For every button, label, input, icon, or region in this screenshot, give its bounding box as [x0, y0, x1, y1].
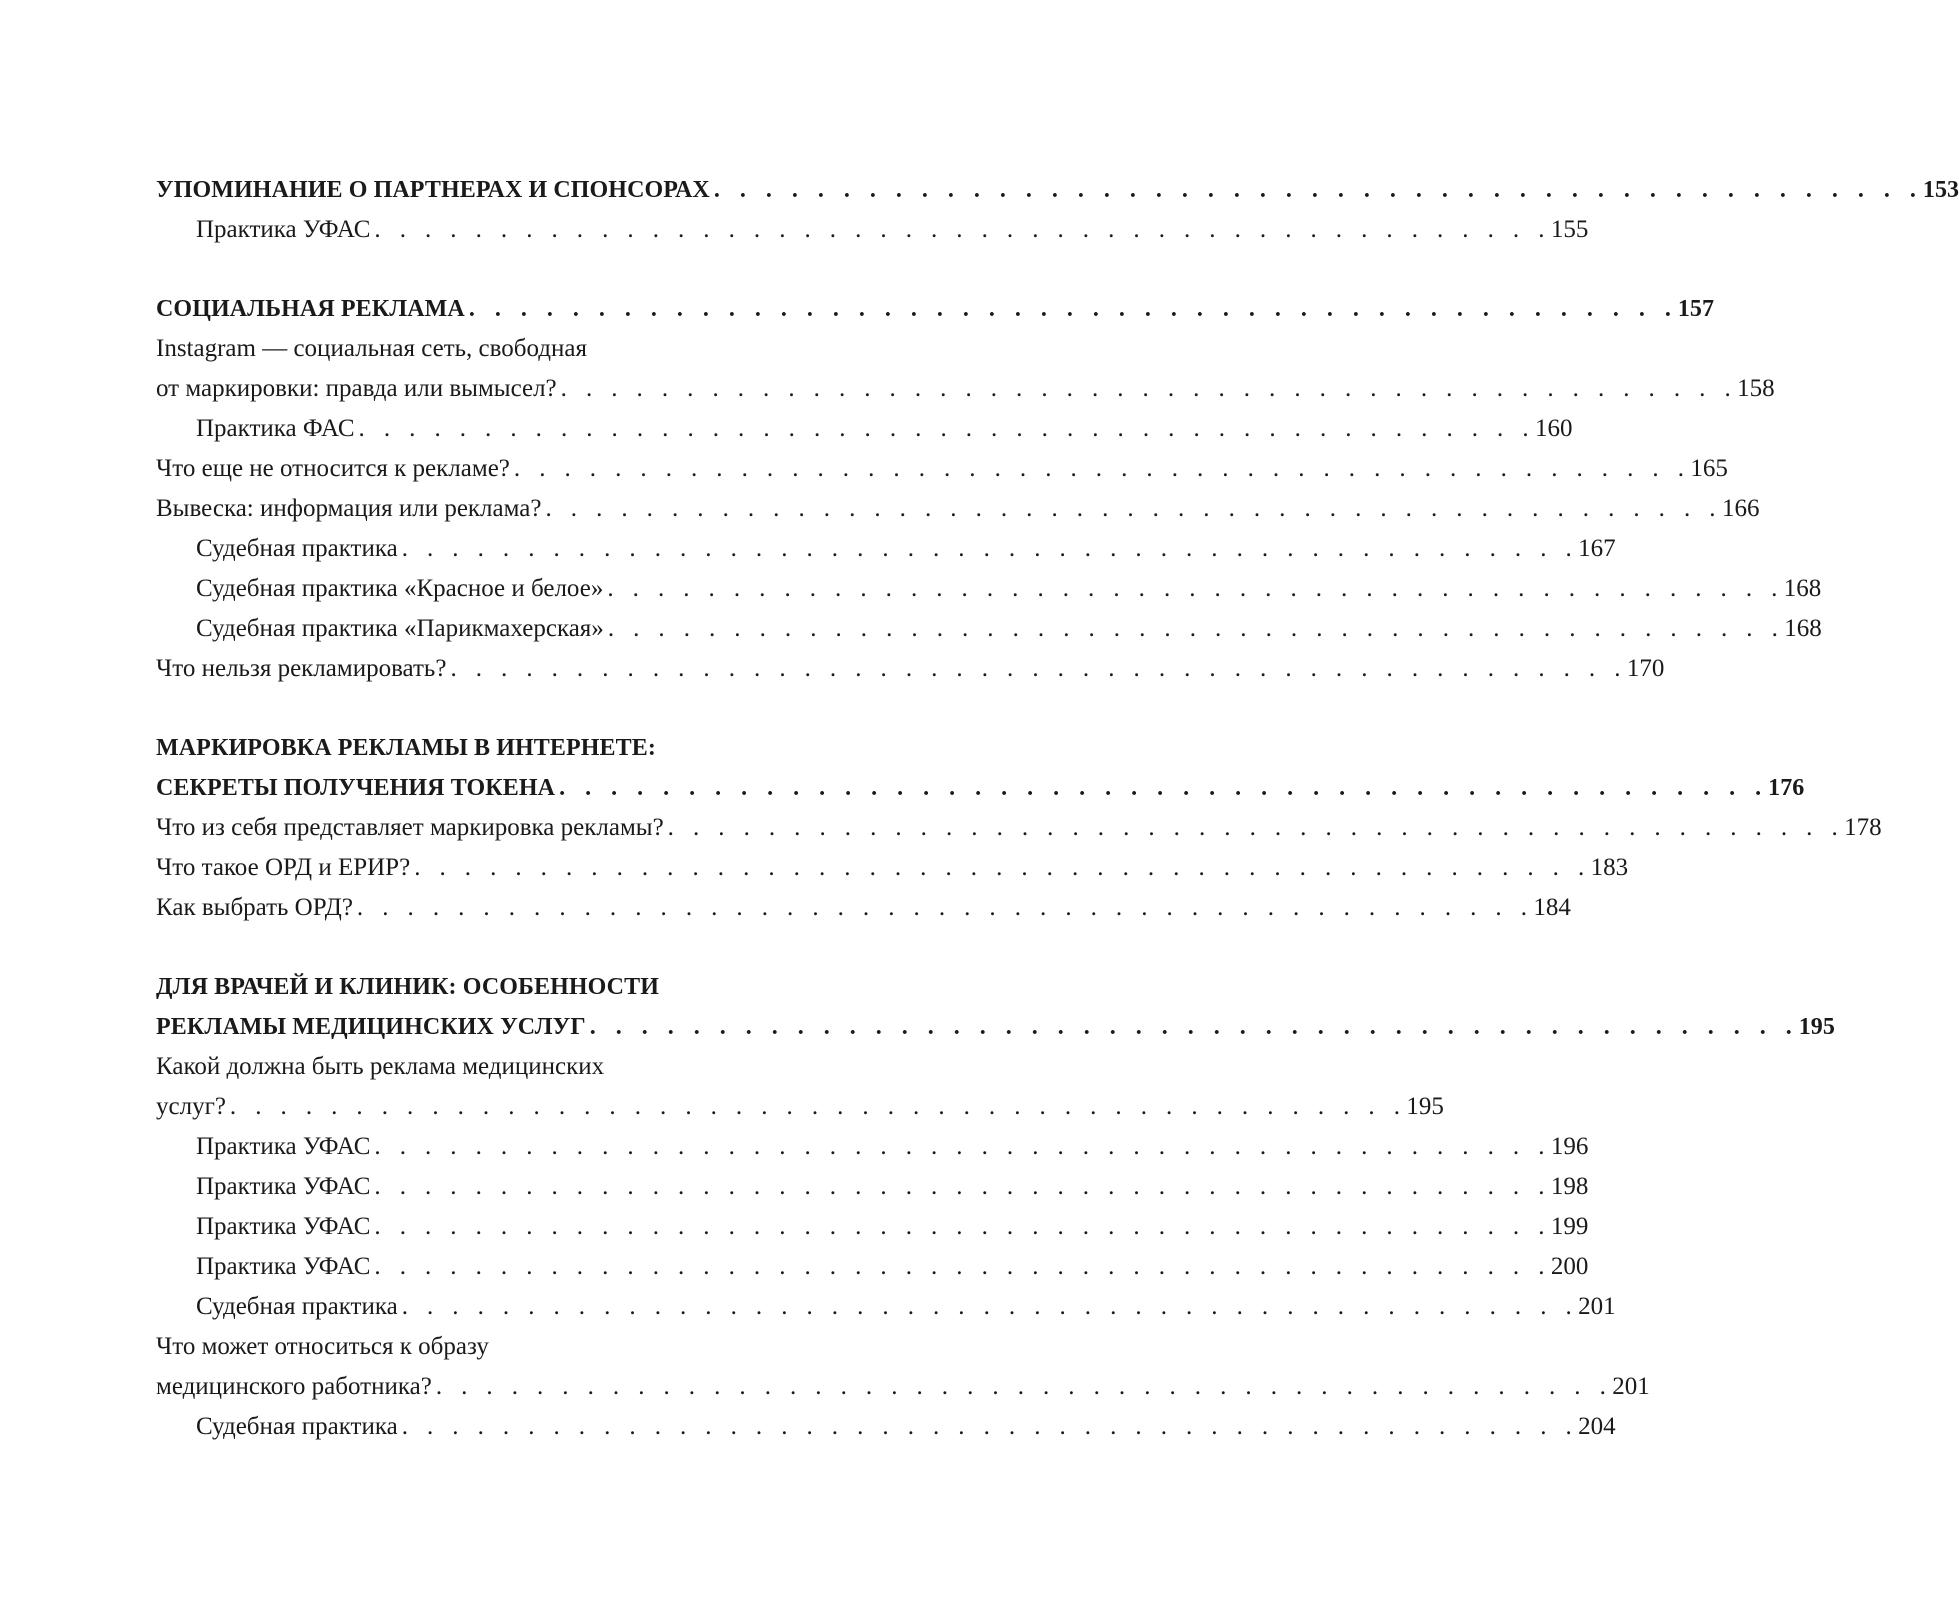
toc-entry[interactable] [156, 369, 1775, 409]
toc-leader-dots: . . . . . . . . . . . . . . . . . . . . . . . . . . . . . . . . . . . . . . . . . . . . . . . [374, 1173, 1551, 1200]
toc-page-number: 195 [1406, 1093, 1444, 1120]
toc-page-number: 167 [1578, 535, 1616, 562]
toc-entry[interactable] [156, 609, 1822, 649]
toc-chapter-entry[interactable] [156, 967, 814, 1007]
toc-leader-dots: . . . . . . . . . . . . . . . . . . . . . . . . . . . . . . . . . . . . . . . . . . . . . . . [607, 575, 1784, 602]
toc-entry[interactable] [156, 1407, 1616, 1447]
toc-page-number: 178 [1844, 814, 1882, 841]
toc-entry-title: РЕКЛАМЫ МЕДИЦИНСКИХ УСЛУГ [156, 1014, 586, 1040]
toc-page-number: 204 [1578, 1413, 1616, 1440]
toc-leader-dots: . . . . . . . . . . . . . . . . . . . . . . . . . . . . . . . . . . . . . . . . . . . . . . . [374, 216, 1551, 243]
table-of-contents [156, 170, 1959, 1486]
toc-leader-dots: . . . . . . . . . . . . . . . . . . . . . . . . . . . . . . . . . . . . . . . . . . . . . . . [468, 296, 1678, 322]
toc-leader-dots: . . . . . . . . . . . . . . . . . . . . . . . . . . . . . . . . . . . . . . . . . . . . . . . [560, 375, 1738, 402]
toc-leader-dots: . . . . . . . . . . . . . . . . . . . . . . . . . . . . . . . . . . . . . . . . . . . . . . . [374, 1253, 1551, 1280]
toc-entry[interactable] [156, 848, 1629, 888]
toc-chapter-entry[interactable] [156, 1007, 1836, 1047]
toc-entry-title: Судебная практика «Красное и белое» [196, 575, 604, 602]
toc-entry[interactable] [156, 1127, 1589, 1167]
toc-leader-dots: . . . . . . . . . . . . . . . . . . . . . . . . . . . . . . . . . . . . . . . . . . . . . . . [667, 814, 1845, 841]
toc-entry-title: Практика ФАС [196, 415, 355, 442]
toc-leader-dots: . . . . . . . . . . . . . . . . . . . . . . . . . . . . . . . . . . . . . . . . . . . . . . . [450, 655, 1627, 682]
toc-page-number: 165 [1690, 455, 1728, 482]
toc-page-number: 160 [1535, 415, 1573, 442]
toc-entry-title: Практика УФАС [196, 1173, 371, 1200]
toc-entry-title: Какой должна быть реклама медицинских [156, 1053, 605, 1080]
toc-page-number: 176 [1768, 775, 1805, 801]
toc-page-number: 199 [1550, 1213, 1589, 1240]
toc-page-number: 184 [1533, 894, 1571, 921]
toc-entry[interactable] [156, 1247, 1589, 1287]
toc-leader-dots: . . . . . . . . . . . . . . . . . . . . . . . . . . . . . . . . . . . . . . . . . . . . . . . [545, 495, 1722, 522]
toc-entry-title: СОЦИАЛЬНАЯ РЕКЛАМА [156, 296, 465, 322]
toc-section [156, 289, 1822, 689]
toc-entry[interactable] [156, 1287, 1616, 1327]
toc-entry[interactable] [156, 888, 1571, 928]
toc-entry-title: Практика УФАС [196, 1133, 371, 1160]
toc-page-number: 170 [1626, 655, 1665, 682]
toc-leader-dots: . . . . . . . . . . . . . . . . . . . . . . . . . . . . . . . . . . . . . . . . . . . . . . . [374, 1133, 1551, 1160]
toc-entry-title: от маркировки: правда или вымысел? [156, 375, 557, 402]
toc-chapter-entry[interactable] [156, 768, 1805, 808]
toc-section [156, 170, 1959, 250]
toc-entry-title: медицинского работника? [156, 1373, 432, 1400]
toc-leader-dots: . . . . . . . . . . . . . . . . . . . . . . . . . . . . . . . . . . . . . . . . . . . . . . . [713, 177, 1923, 203]
toc-leader-dots: . . . . . . . . . . . . . . . . . . . . . . . . . . . . . . . . . . . . . . . . . . . . . . . [358, 415, 1535, 442]
toc-page-number: 166 [1721, 495, 1760, 522]
toc-entry-title: Практика УФАС [196, 1213, 371, 1240]
toc-entry-title: услуг? [156, 1093, 226, 1120]
toc-entry-title: Судебная практика [196, 1413, 398, 1440]
toc-page-number: 155 [1550, 216, 1589, 243]
toc-entry[interactable] [156, 1047, 814, 1087]
toc-entry-title: Вывеска: информация или реклама? [156, 495, 542, 522]
toc-page-number: 196 [1550, 1133, 1589, 1160]
toc-entry[interactable] [156, 649, 1665, 689]
toc-entry-title: Что еще не относится к рекламе? [156, 455, 510, 482]
toc-entry[interactable] [156, 1167, 1589, 1207]
toc-section [156, 967, 1836, 1447]
toc-entry[interactable] [156, 329, 814, 369]
toc-leader-dots: . . . . . . . . . . . . . . . . . . . . . . . . . . . . . . . . . . . . . . . . . . . . . . . [513, 455, 1691, 482]
toc-leader-dots: . . . . . . . . . . . . . . . . . . . . . . . . . . . . . . . . . . . . . . . . . . . . . . . [401, 1293, 1579, 1320]
toc-entry-title: Instagram — социальная сеть, свободная [156, 335, 587, 362]
toc-section [156, 728, 1882, 928]
toc-page-number: 201 [1612, 1373, 1650, 1400]
toc-entry[interactable] [156, 1327, 814, 1367]
toc-entry-title: Как выбрать ОРД? [156, 894, 353, 921]
toc-leader-dots: . . . . . . . . . . . . . . . . . . . . . . . . . . . . . . . . . . . . . . . . . . . . . . . [374, 1213, 1551, 1240]
toc-page-number: 195 [1798, 1014, 1836, 1040]
toc-page-number: 157 [1677, 296, 1715, 322]
toc-page-number: 198 [1550, 1173, 1589, 1200]
toc-entry-title: УПОМИНАНИЕ О ПАРТНЕРАХ И СПОНСОРАХ [156, 177, 710, 203]
toc-entry[interactable] [156, 449, 1728, 489]
toc-chapter-entry[interactable] [156, 289, 1715, 329]
toc-entry[interactable] [156, 808, 1882, 848]
toc-entry[interactable] [156, 1207, 1589, 1247]
toc-page-number: 168 [1783, 575, 1822, 602]
toc-entry[interactable] [156, 409, 1573, 449]
toc-entry-title: МАРКИРОВКА РЕКЛАМЫ В ИНТЕРНЕТЕ: [156, 735, 656, 761]
toc-chapter-entry[interactable] [156, 170, 1959, 210]
toc-leader-dots: . . . . . . . . . . . . . . . . . . . . . . . . . . . . . . . . . . . . . . . . . . . . . . . [401, 1413, 1579, 1440]
toc-leader-dots: . . . . . . . . . . . . . . . . . . . . . . . . . . . . . . . . . . . . . . . . . . . . . . . [435, 1373, 1613, 1400]
toc-entry-title: Судебная практика [196, 1293, 398, 1320]
toc-page-number: 201 [1578, 1293, 1616, 1320]
toc-entry[interactable] [156, 569, 1822, 609]
toc-chapter-entry[interactable] [156, 728, 814, 768]
toc-entry-title: Что нельзя рекламировать? [156, 655, 447, 682]
toc-entry-title: Что такое ОРД и ЕРИР? [156, 854, 411, 881]
toc-entry[interactable] [156, 529, 1616, 569]
toc-entry-title: Судебная практика «Парикмахерская» [196, 615, 604, 642]
toc-leader-dots: . . . . . . . . . . . . . . . . . . . . . . . . . . . . . . . . . . . . . . . . . . . . . . . [589, 1014, 1799, 1040]
toc-leader-dots: . . . . . . . . . . . . . . . . . . . . . . . . . . . . . . . . . . . . . . . . . . . . . . . [229, 1093, 1407, 1120]
toc-leader-dots: . . . . . . . . . . . . . . . . . . . . . . . . . . . . . . . . . . . . . . . . . . . . . . . [414, 854, 1591, 881]
toc-page-number: 158 [1737, 375, 1775, 402]
toc-entry-title: Что может относиться к образу [156, 1333, 489, 1360]
toc-leader-dots: . . . . . . . . . . . . . . . . . . . . . . . . . . . . . . . . . . . . . . . . . . . . . . . [607, 615, 1785, 642]
toc-page-number: 200 [1550, 1253, 1589, 1280]
toc-entry-title: Практика УФАС [196, 216, 371, 243]
toc-entry[interactable] [156, 1367, 1650, 1407]
toc-entry[interactable] [156, 489, 1760, 529]
toc-entry-title: СЕКРЕТЫ ПОЛУЧЕНИЯ ТОКЕНА [156, 775, 556, 801]
toc-entry-title: Судебная практика [196, 535, 398, 562]
toc-entry-title: ДЛЯ ВРАЧЕЙ И КЛИНИК: ОСОБЕННОСТИ [156, 974, 659, 1000]
toc-leader-dots: . . . . . . . . . . . . . . . . . . . . . . . . . . . . . . . . . . . . . . . . . . . . . . . [401, 535, 1579, 562]
toc-entry-title: Что из себя представляет маркировка рекламы? [156, 814, 664, 841]
toc-entry[interactable] [156, 1087, 1444, 1127]
toc-leader-dots: . . . . . . . . . . . . . . . . . . . . . . . . . . . . . . . . . . . . . . . . . . . . . . . [559, 775, 1769, 801]
toc-leader-dots: . . . . . . . . . . . . . . . . . . . . . . . . . . . . . . . . . . . . . . . . . . . . . . . [356, 894, 1534, 921]
toc-page-number: 168 [1784, 615, 1822, 642]
toc-entry-title: Практика УФАС [196, 1253, 371, 1280]
toc-page-number: 183 [1590, 854, 1629, 881]
toc-page-number: 153 [1922, 177, 1959, 203]
toc-entry[interactable] [156, 210, 1589, 250]
